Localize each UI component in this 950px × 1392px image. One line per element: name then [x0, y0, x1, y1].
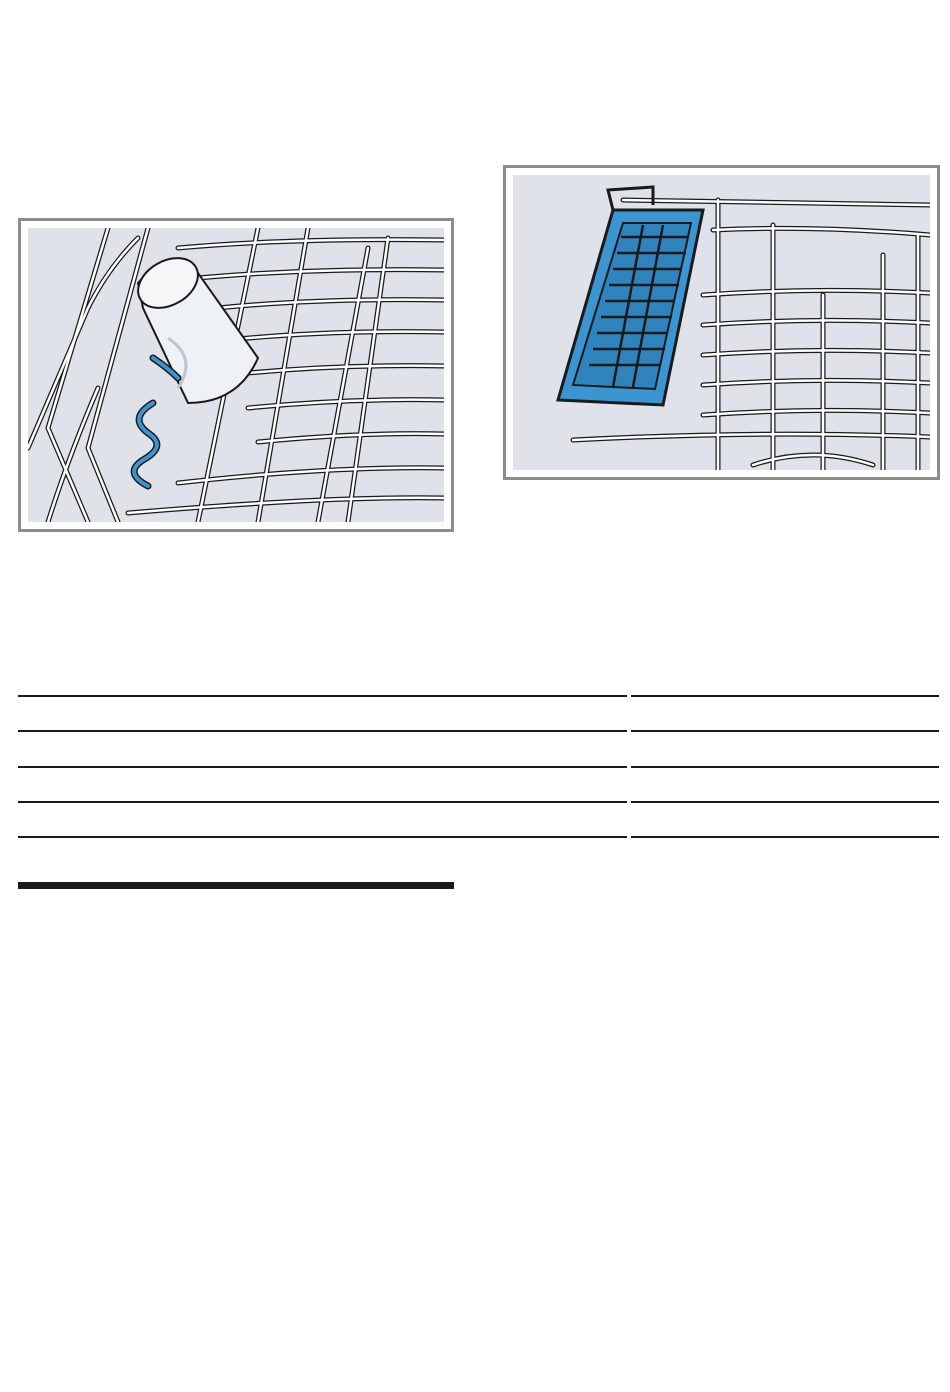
table-column-gap [627, 694, 631, 840]
section-heading-bar [18, 882, 454, 889]
table-rule [18, 801, 939, 803]
cutlery-tray-illustration [503, 165, 940, 480]
table-rule [18, 730, 939, 732]
cutlery-tray-icon [513, 175, 930, 470]
table-rule [18, 695, 939, 697]
glass-holder-clip-icon [28, 228, 444, 522]
glass-holder-illustration [18, 218, 454, 532]
table-rule [18, 766, 939, 768]
table-rule [18, 836, 939, 838]
